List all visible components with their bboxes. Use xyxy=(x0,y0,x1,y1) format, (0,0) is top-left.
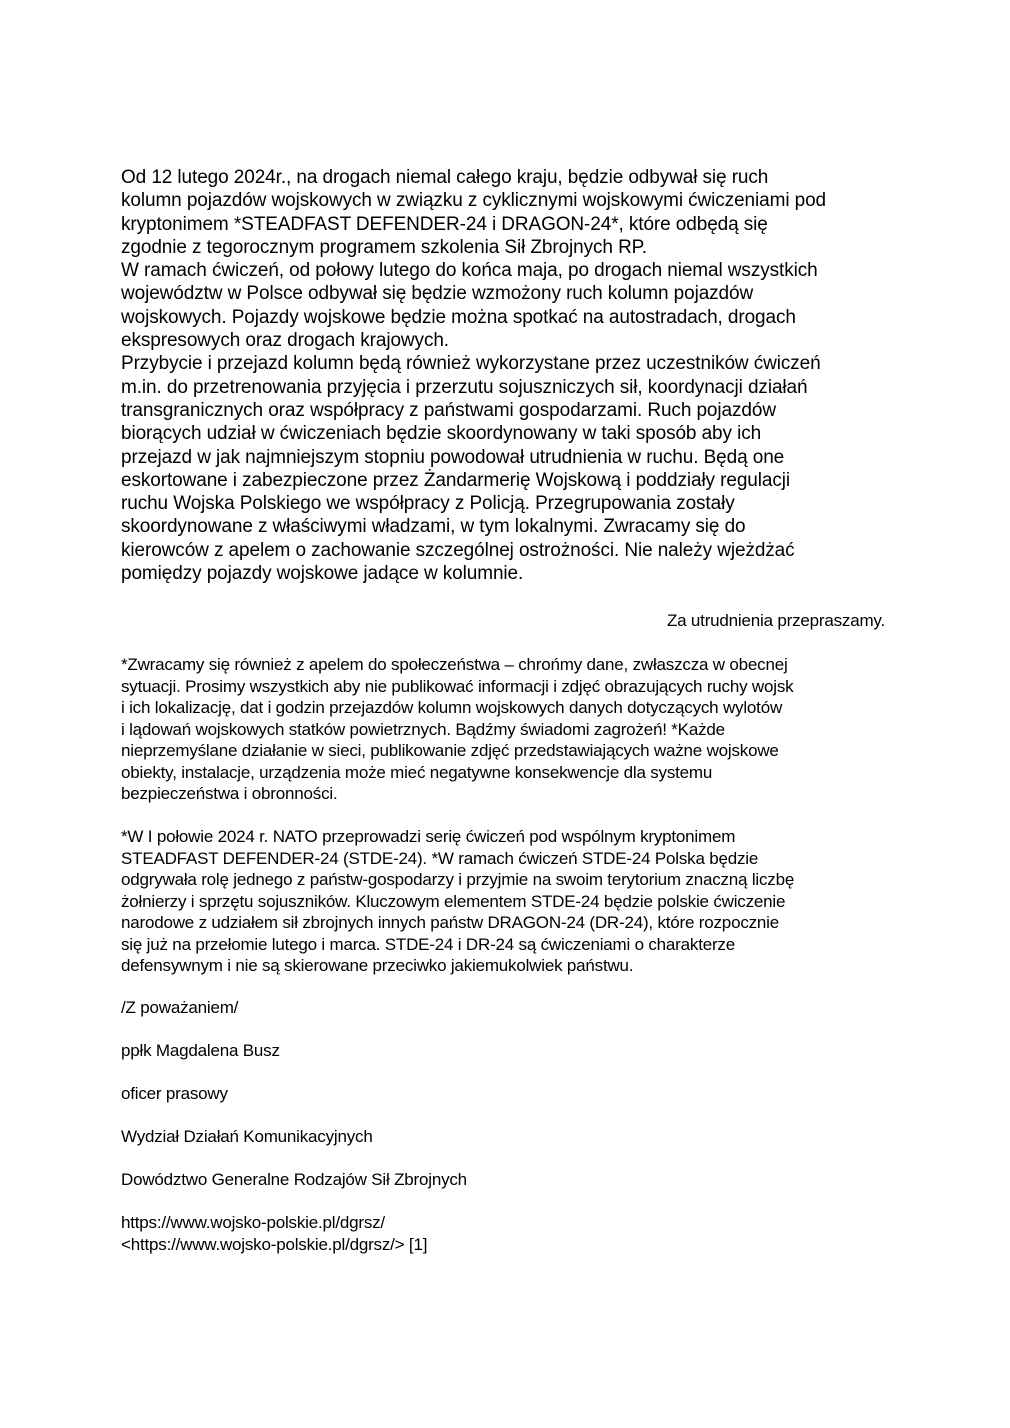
nato-paragraph-line: narodowe z udziałem sił zbrojnych innych państw DRAGON-24 (DR-24), które rozpocznie xyxy=(121,913,780,932)
main-paragraph xyxy=(121,166,826,585)
main-paragraph-line: transgranicznych oraz współpracy z państwami gospodarzami. Ruch pojazdów xyxy=(121,399,776,421)
main-paragraph-line: wojskowych. Pojazdy wojskowe będzie można spotkać na autostradach, drogach xyxy=(121,306,796,328)
nato-paragraph-line: żołnierzy i sprzętu sojuszników. Kluczowym elementem STDE-24 będzie polskie ćwiczenie xyxy=(121,891,786,911)
appeal-paragraph-line: sytuacji. Prosimy wszystkich aby nie publikować informacji i zdjęć obrazujących ruchy wojsk xyxy=(121,676,794,696)
main-paragraph-line: W ramach ćwiczeń, od połowy lutego do końca maja, po drogach niemal wszystkich xyxy=(121,260,818,282)
main-paragraph-line: pomiędzy pojazdy wojskowe jadące w kolumnie. xyxy=(121,563,524,585)
appeal-paragraph-line: bezpieczeństwa i obronności. xyxy=(121,784,338,803)
signature-url-bracketed[interactable]: <https://www.wojsko-polskie.pl/dgrsz/> [1] xyxy=(121,1235,428,1254)
apology-line: Za utrudnienia przepraszamy. xyxy=(666,611,885,630)
appeal-paragraph-line: nieprzemyślane działanie w sieci, publikowanie zdjęć przedstawiających ważne wojskowe xyxy=(121,741,779,760)
main-paragraph-line: ekspresowych oraz drogach krajowych. xyxy=(121,330,449,352)
appeal-paragraph-line: i lądowań wojskowych statków powietrznych. Bądźmy świadomi zagrożeń! *Każde xyxy=(121,719,725,739)
main-paragraph-line: Od 12 lutego 2024r., na drogach niemal całego kraju, będzie odbywał się ruch xyxy=(121,167,769,188)
appeal-paragraph-line: *Zwracamy się również z apelem do społeczeństwa – chrońmy dane, zwłaszcza w obecnej xyxy=(121,655,788,674)
signature-command: Dowództwo Generalne Rodzajów Sił Zbrojnych xyxy=(121,1170,467,1189)
nato-paragraph-line: *W I połowie 2024 r. NATO przeprowadzi serię ćwiczeń pod wspólnym kryptonimem xyxy=(121,827,736,846)
appeal-paragraph xyxy=(121,654,793,805)
main-paragraph-line: ruchu Wojska Polskiego we współpracy z Policją. Przegrupowania zostały xyxy=(121,493,735,515)
main-paragraph-line: biorących udział w ćwiczeniach będzie skoordynowany w taki sposób aby ich xyxy=(121,423,762,445)
signature-name: ppłk Magdalena Busz xyxy=(121,1041,280,1060)
appeal-paragraph-line: i ich lokalizację, dat i godzin przejazdów kolumn wojskowych danych dotyczących wylotów xyxy=(121,698,783,717)
main-paragraph-line: kolumn pojazdów wojskowych w związku z cyklicznymi wojskowymi ćwiczeniami pod xyxy=(121,190,827,212)
main-paragraph-line: kryptonimem *STEADFAST DEFENDER-24 i DRAGON-24*, które odbędą się xyxy=(121,213,768,235)
nato-paragraph-line: defensywnym i nie są skierowane przeciwko jakiemukolwiek państwu. xyxy=(121,956,634,975)
main-paragraph-line: województw w Polsce odbywał się będzie wzmożony ruch kolumn pojazdów xyxy=(121,283,754,305)
signature-closing: /Z poważaniem/ xyxy=(121,998,239,1017)
main-paragraph-line: kierowców z apelem o zachowanie szczególnej ostrożności. Nie należy wjeżdżać xyxy=(121,539,795,561)
main-paragraph-line: przejazd w jak najmniejszym stopniu powodował utrudnienia w ruchu. Będą one xyxy=(121,446,785,468)
signature-department: Wydział Działań Komunikacyjnych xyxy=(121,1127,373,1146)
main-paragraph-line: m.in. do przetrenowania przyjęcia i przerzutu sojuszniczych sił, koordynacji działań xyxy=(121,376,808,398)
main-paragraph-line: zgodnie z tegorocznym programem szkolenia Sił Zbrojnych RP. xyxy=(121,236,647,258)
signature-role: oficer prasowy xyxy=(121,1084,228,1103)
main-paragraph-line: Przybycie i przejazd kolumn będą również wykorzystane przez uczestników ćwiczeń xyxy=(121,353,821,375)
signature-url[interactable]: https://www.wojsko-polskie.pl/dgrsz/ xyxy=(121,1213,385,1232)
nato-paragraph-line: się już na przełomie lutego i marca. STDE-24 i DR-24 są ćwiczeniami o charakterze xyxy=(121,934,735,954)
nato-paragraph-line: STEADFAST DEFENDER-24 (STDE-24). *W ramach ćwiczeń STDE-24 Polska będzie xyxy=(121,848,759,868)
nato-paragraph xyxy=(121,826,794,977)
appeal-paragraph-line: obiekty, instalacje, urządzenia może mieć negatywne konsekwencje dla systemu xyxy=(121,762,713,782)
nato-paragraph-line: odgrywała rolę jednego z państw-gospodarzy i przyjmie na swoim terytorium znaczną liczbę xyxy=(121,870,795,889)
main-paragraph-line: skoordynowane z właściwymi władzami, w tym lokalnymi. Zwracamy się do xyxy=(121,516,746,538)
main-paragraph-line: eskortowane i zabezpieczone przez Żandarmerię Wojskową i poddziały regulacji xyxy=(121,469,790,491)
